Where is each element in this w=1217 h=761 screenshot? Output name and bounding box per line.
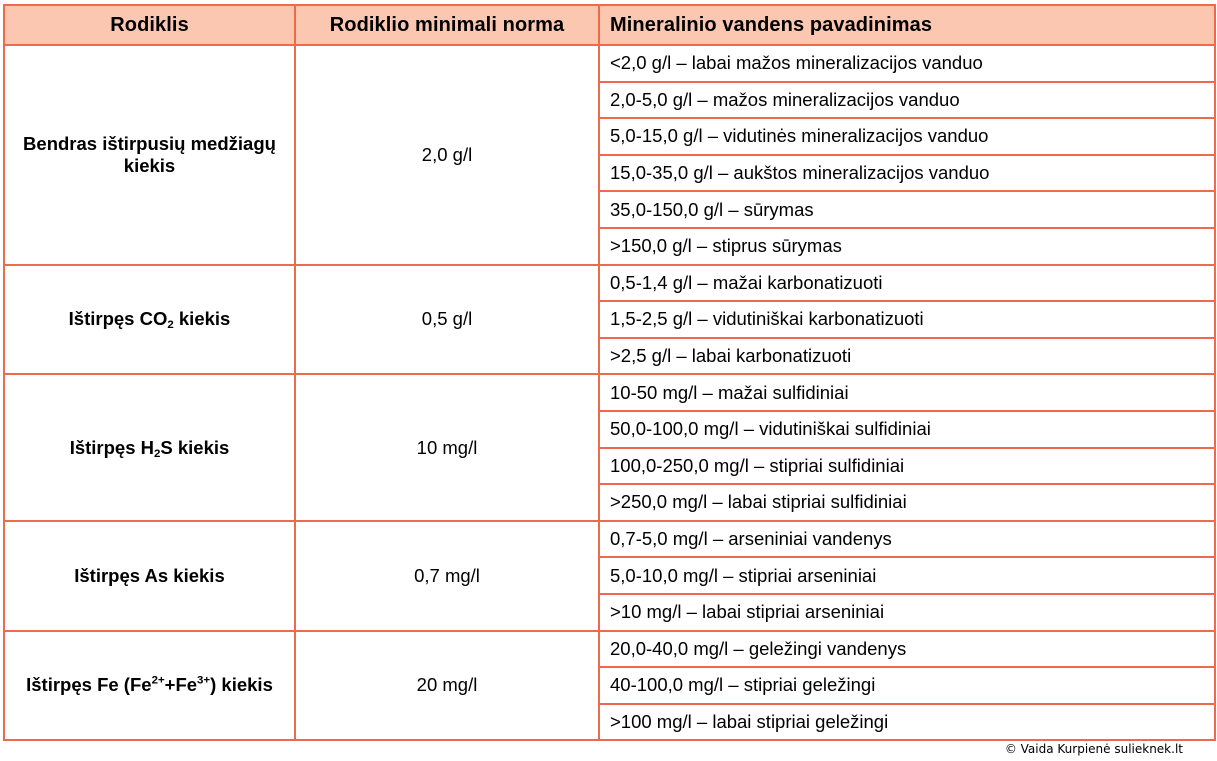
water-name-cell: 100,0-250,0 mg/l – stipriai sulfidiniai <box>599 448 1215 485</box>
water-name-cell: 5,0-15,0 g/l – vidutinės mineralizacijos vanduo <box>599 118 1215 155</box>
parameter-text: Ištirpęs CO <box>68 308 168 330</box>
parameter-cell: Bendras ištirpusių medžiagų kiekis <box>4 45 295 265</box>
parameter-text: ) kiekis <box>210 674 273 696</box>
table-row <box>4 521 1215 558</box>
parameter-text: S kiekis <box>160 436 230 458</box>
parameter-text: +Fe <box>164 674 198 696</box>
parameter-text: Ištirpęs H <box>69 436 154 458</box>
water-name-cell: 15,0-35,0 g/l – aukštos mineralizacijos vanduo <box>599 155 1215 192</box>
parameter-cell <box>4 631 295 741</box>
water-name-cell: 5,0-10,0 mg/l – stipriai arseniniai <box>599 557 1215 594</box>
copyright-notice: © Vaida Kurpienė sulieknek.lt <box>1004 742 1183 756</box>
superscript: 3+ <box>197 674 211 687</box>
water-name-cell: 0,5-1,4 g/l – mažai karbonatizuoti <box>599 265 1215 302</box>
table-row <box>4 374 1215 411</box>
header-parameter: Rodiklis <box>4 5 295 45</box>
parameter-cell <box>4 265 295 375</box>
water-name-cell: 10-50 mg/l – mažai sulfidiniai <box>599 374 1215 411</box>
table-row <box>4 631 1215 668</box>
water-name-cell: >10 mg/l – labai stipriai arseniniai <box>599 594 1215 631</box>
water-name-cell: 35,0-150,0 g/l – sūrymas <box>599 191 1215 228</box>
parameter-cell: Ištirpęs As kiekis <box>4 521 295 631</box>
norm-cell: 0,7 mg/l <box>295 521 599 631</box>
water-name-cell: 1,5-2,5 g/l – vidutiniškai karbonatizuoti <box>599 301 1215 338</box>
header-min-norm: Rodiklio minimali norma <box>295 5 599 45</box>
water-name-cell: 40-100,0 mg/l – stipriai geležingi <box>599 667 1215 704</box>
table-row <box>4 265 1215 302</box>
water-name-cell: >150,0 g/l – stiprus sūrymas <box>599 228 1215 265</box>
norm-cell: 20 mg/l <box>295 631 599 741</box>
water-name-cell: 50,0-100,0 mg/l – vidutiniškai sulfidiniai <box>599 411 1215 448</box>
water-name-cell: 0,7-5,0 mg/l – arseniniai vandenys <box>599 521 1215 558</box>
parameter-text: kiekis <box>173 308 231 330</box>
parameter-cell <box>4 374 295 520</box>
water-name-cell: <2,0 g/l – labai mažos mineralizacijos vanduo <box>599 45 1215 82</box>
norm-cell: 0,5 g/l <box>295 265 599 375</box>
water-name-cell: 2,0-5,0 g/l – mažos mineralizacijos vanduo <box>599 82 1215 119</box>
water-name-cell: >250,0 mg/l – labai stipriai sulfidiniai <box>599 484 1215 521</box>
parameter-text: Ištirpęs Fe (Fe <box>26 674 152 696</box>
water-name-cell: >2,5 g/l – labai karbonatizuoti <box>599 338 1215 375</box>
norm-cell: 10 mg/l <box>295 374 599 520</box>
water-name-cell: >100 mg/l – labai stipriai geležingi <box>599 704 1215 741</box>
superscript: 2+ <box>151 674 165 687</box>
table-header-row <box>4 5 1215 45</box>
table-row <box>4 45 1215 82</box>
mineral-water-table <box>3 4 1216 741</box>
header-water-name: Mineralinio vandens pavadinimas <box>599 5 1215 45</box>
subscript: 2 <box>154 447 161 460</box>
subscript: 2 <box>167 319 174 332</box>
water-name-cell: 20,0-40,0 mg/l – geležingi vandenys <box>599 631 1215 668</box>
norm-cell: 2,0 g/l <box>295 45 599 265</box>
